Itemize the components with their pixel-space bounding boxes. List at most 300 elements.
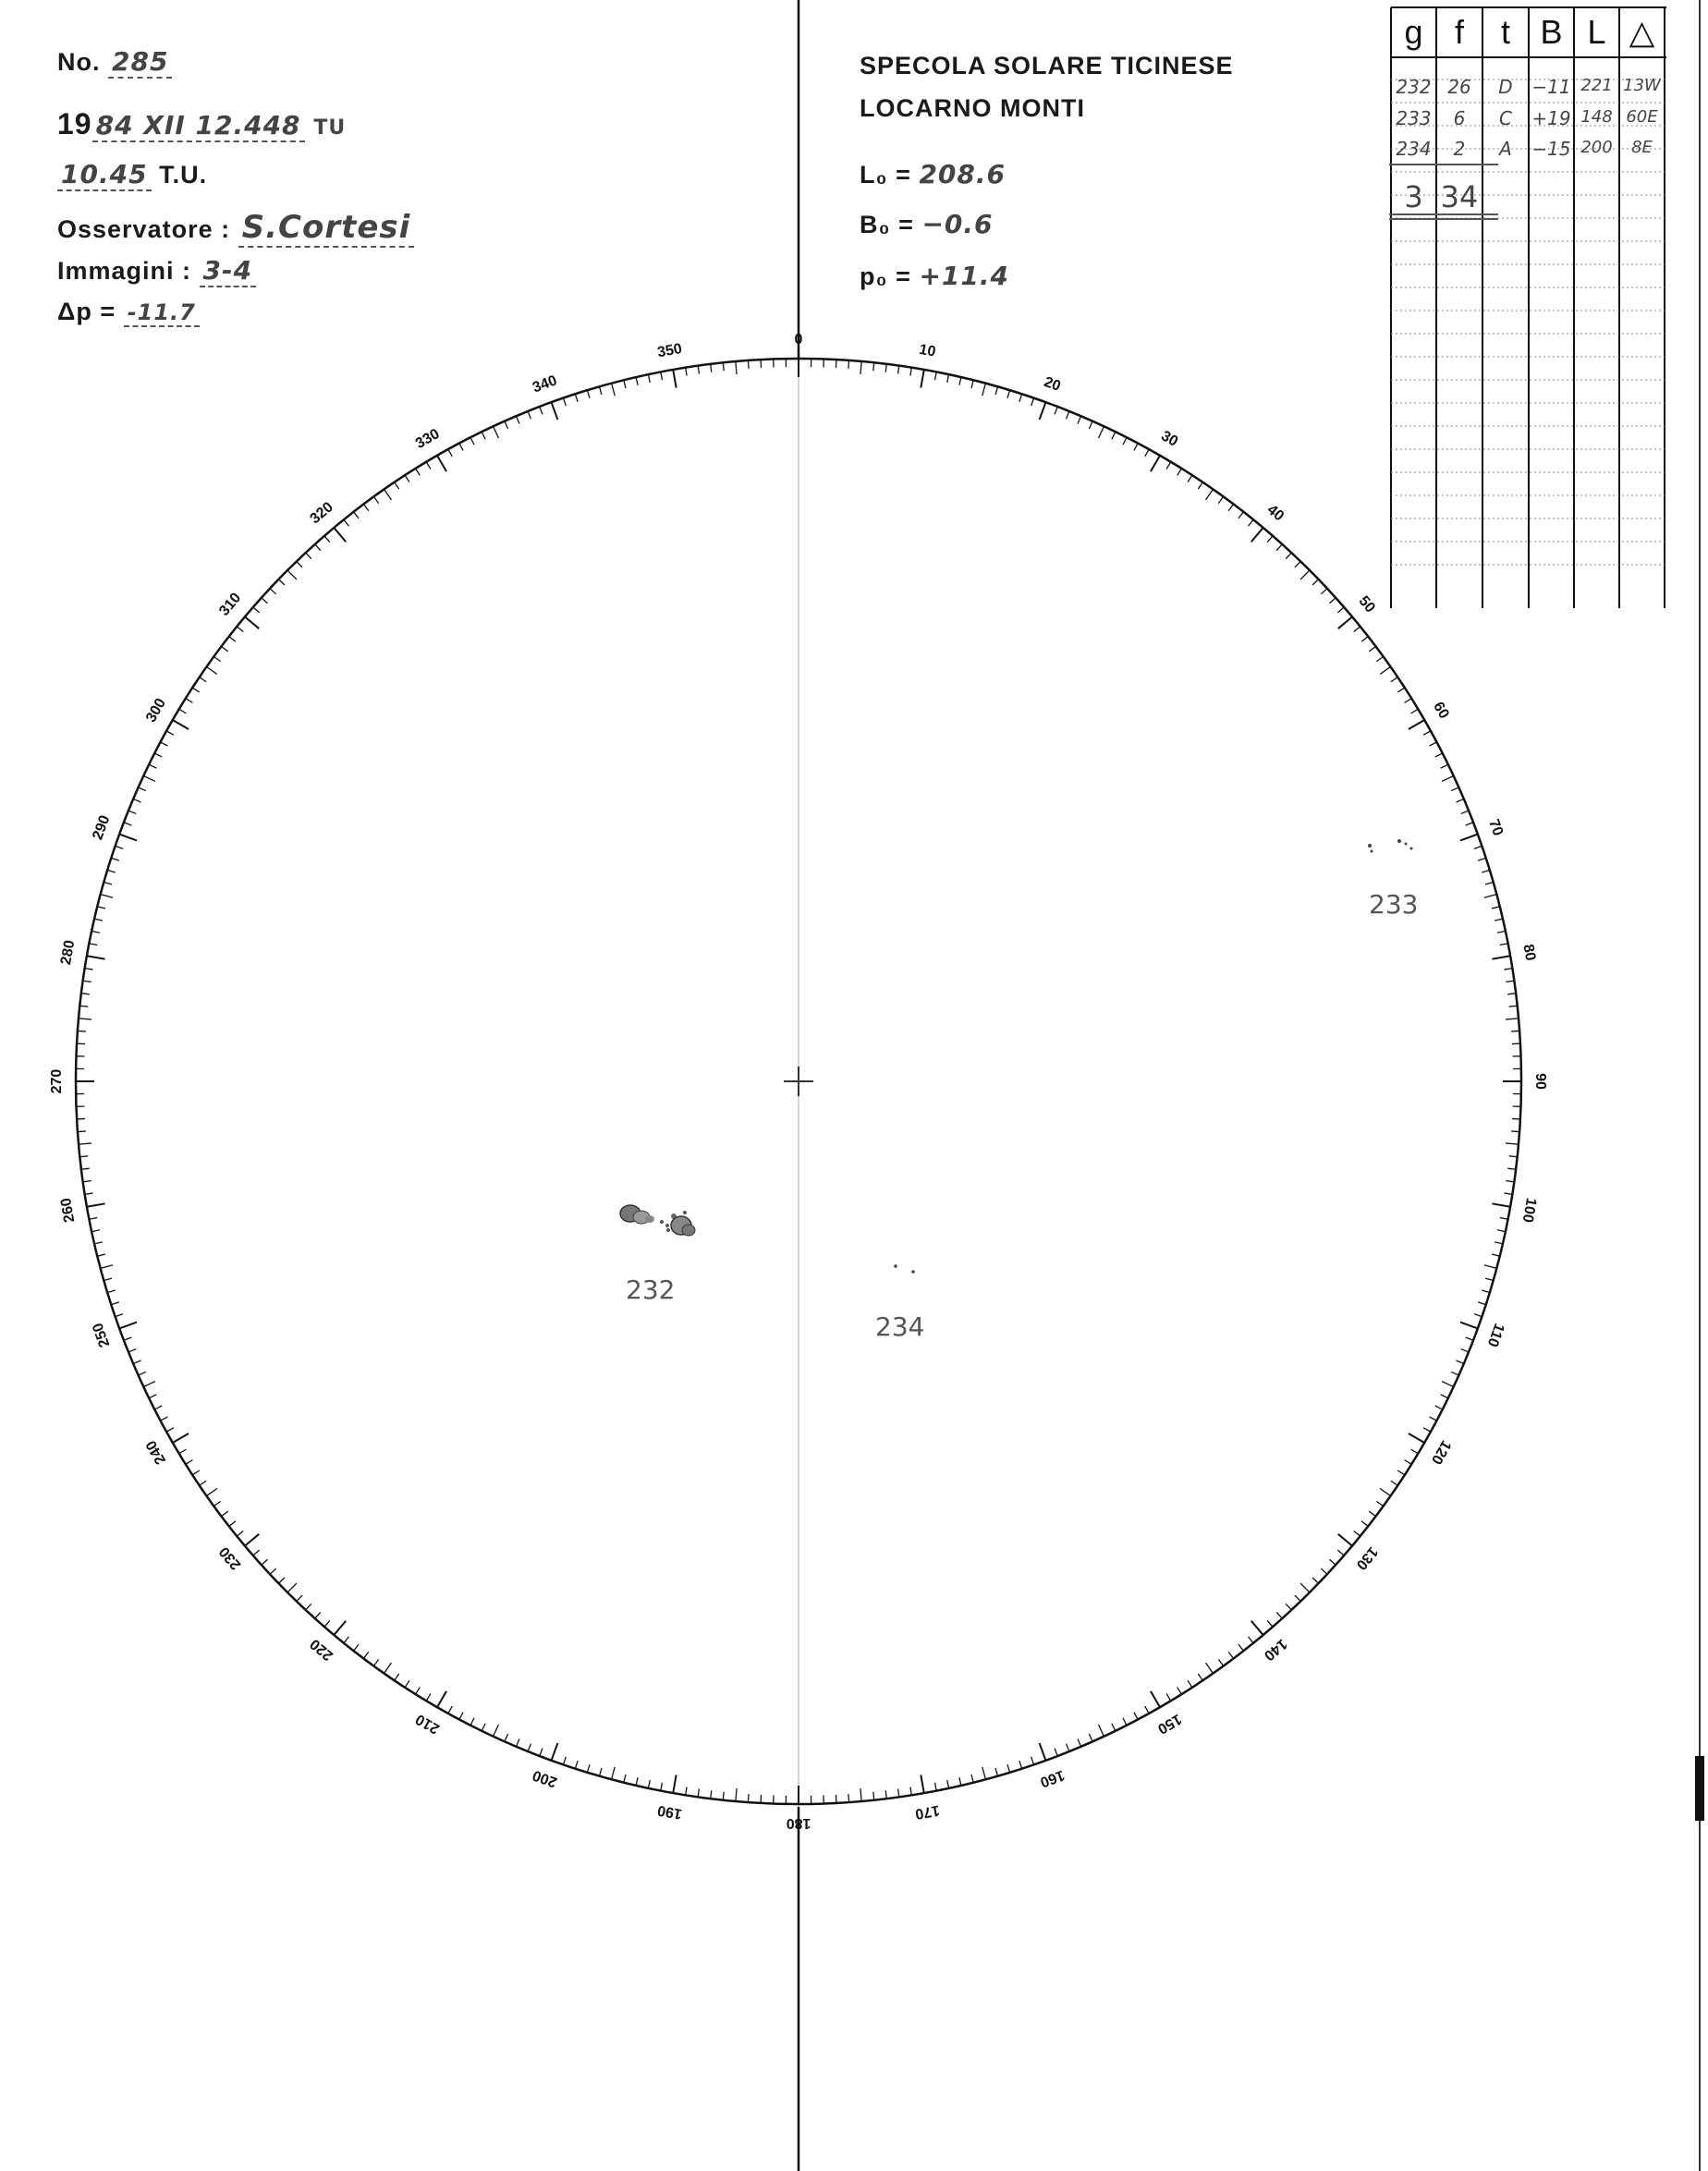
scale-tick — [1430, 742, 1437, 746]
scale-label: 80 — [1519, 943, 1539, 962]
scale-tick — [1067, 1744, 1069, 1751]
scale-tick — [173, 720, 189, 729]
date-value: 84 XII 12.448 — [92, 110, 305, 142]
scale-tick — [494, 426, 499, 438]
scale-tick — [1494, 919, 1503, 921]
scale-label: 40 — [1263, 502, 1287, 525]
scale-tick — [97, 1254, 105, 1256]
scale-tick — [1430, 1417, 1437, 1421]
scale-tick — [1506, 1181, 1514, 1182]
scale-tick — [297, 1595, 302, 1601]
scale-tick — [1409, 1433, 1424, 1443]
sunspot-group-234 — [894, 1264, 915, 1274]
scale-tick — [1484, 1265, 1497, 1269]
scale-tick — [599, 386, 601, 395]
scale-tick — [87, 956, 105, 958]
scale-tick — [860, 361, 861, 374]
scale-tick — [186, 1460, 193, 1465]
scale-label: 20 — [1042, 373, 1063, 395]
scale-label: 60 — [1430, 699, 1452, 722]
scale-tick — [1123, 437, 1127, 445]
scale-tick — [1031, 398, 1034, 407]
scale-tick — [253, 1550, 260, 1555]
scale-tick — [119, 835, 137, 841]
scale-label: 340 — [531, 372, 559, 396]
number-value: 285 — [108, 46, 172, 79]
scale-tick — [1411, 709, 1419, 714]
scale-tick — [1509, 1156, 1518, 1157]
scale-tick — [1218, 496, 1223, 503]
institution-line1: SPECOLA SOLARE TICINESE — [860, 52, 1234, 79]
scale-label: 320 — [307, 499, 336, 528]
scale-tick — [1099, 1725, 1104, 1737]
scale-tick — [87, 1203, 105, 1206]
table-cell: 233 — [1396, 107, 1432, 129]
scale-tick — [873, 1792, 874, 1800]
table-cell: −15 — [1531, 138, 1571, 160]
scale-tick — [229, 637, 236, 642]
scale-tick — [143, 776, 155, 782]
scale-tick — [1188, 475, 1192, 482]
scale-tick — [128, 1349, 136, 1352]
institution-line2: LOCARNO MONTI — [860, 94, 1085, 122]
scale-tick — [885, 364, 886, 372]
scale-tick — [736, 1788, 737, 1801]
scale-tick — [107, 870, 116, 872]
scale-tick — [1089, 1734, 1092, 1741]
scale-label: 250 — [90, 1321, 114, 1349]
scale-tick — [161, 1417, 168, 1421]
scale-tick — [363, 504, 368, 510]
scale-tick — [1423, 1428, 1431, 1432]
table-cell: A — [1499, 138, 1512, 160]
scale-tick — [1295, 1595, 1300, 1601]
scale-tick — [1485, 1278, 1494, 1280]
scale-tick — [287, 570, 297, 579]
scale-tick — [470, 1718, 474, 1726]
scale-tick — [1461, 811, 1469, 813]
date-suffix: TU — [313, 116, 347, 140]
scale-tick — [1286, 1604, 1291, 1610]
scale-tick — [1506, 1018, 1519, 1019]
scale-tick — [1354, 1531, 1360, 1536]
scale-tick — [1198, 482, 1202, 489]
scale-tick — [101, 1265, 114, 1269]
scale-tick — [612, 384, 616, 396]
scale-tick — [898, 1788, 899, 1797]
scale-tick — [1380, 666, 1390, 674]
scale-tick — [107, 1290, 116, 1293]
scale-tick — [947, 1780, 949, 1788]
scale-tick — [563, 1757, 566, 1765]
scale-tick — [459, 1713, 463, 1720]
scale-tick — [1391, 1481, 1397, 1485]
scale-tick — [1276, 544, 1282, 551]
table-cell: 200 — [1580, 138, 1613, 157]
scale-tick — [1166, 462, 1171, 470]
scale-tick — [344, 1637, 349, 1643]
scale-tick — [344, 519, 349, 526]
edge-notch — [1695, 1756, 1704, 1821]
scale-tick — [885, 1790, 886, 1799]
scale-tick — [297, 561, 302, 567]
scale-tick — [1218, 1659, 1223, 1665]
scale-tick — [426, 1694, 431, 1701]
scale-tick — [482, 1724, 485, 1731]
scale-tick — [448, 1706, 452, 1714]
scale-tick — [661, 372, 663, 380]
scale-label: 100 — [1519, 1196, 1539, 1224]
scale-tick — [161, 742, 168, 746]
scale-tick — [363, 1652, 368, 1658]
b0-value: −0.6 — [921, 209, 994, 239]
scale-tick — [1507, 1168, 1516, 1169]
scale-tick — [1007, 390, 1010, 398]
scale-tick — [1484, 895, 1497, 898]
scale-tick — [1492, 1254, 1500, 1256]
scale-tick — [1337, 1550, 1344, 1555]
scale-tick — [723, 362, 724, 371]
scale-tick — [1134, 444, 1138, 451]
scale-label: 170 — [913, 1801, 941, 1822]
scale-tick — [1251, 528, 1263, 542]
scale-tick — [83, 1181, 92, 1182]
scale-tick — [89, 944, 97, 945]
scale-tick — [575, 394, 578, 402]
scale-tick — [648, 1780, 650, 1788]
scale-tick — [624, 1775, 626, 1783]
scale-label: 90 — [1532, 1073, 1548, 1090]
scale-tick — [154, 753, 162, 757]
scale-tick — [78, 1131, 86, 1132]
table-cell: −11 — [1531, 76, 1571, 98]
scale-tick — [85, 1193, 93, 1194]
scale-label: 150 — [1154, 1710, 1185, 1738]
scale-tick — [698, 366, 699, 374]
scale-tick — [934, 1783, 936, 1791]
scale-tick — [315, 544, 321, 551]
p0-value: +11.4 — [919, 261, 1009, 291]
dp-label: Δp = — [57, 298, 116, 325]
scale-tick — [1441, 764, 1448, 768]
scale-tick — [1497, 931, 1506, 933]
scale-label: 300 — [142, 695, 170, 726]
scale-tick — [1329, 1559, 1336, 1565]
scale-tick — [1338, 1534, 1352, 1546]
scale-tick — [143, 1382, 155, 1387]
scale-tick — [1457, 799, 1464, 802]
scale-tick — [1369, 646, 1375, 651]
scale-tick — [1460, 835, 1478, 841]
scale-tick — [229, 1521, 236, 1527]
observer-value: S.Cortesi — [238, 209, 415, 248]
scale-tick — [448, 449, 452, 457]
scale-tick — [104, 1278, 112, 1280]
scale-tick — [1494, 1242, 1503, 1244]
images-label: Immagini : — [57, 257, 192, 285]
scale-tick — [698, 1788, 699, 1797]
scale-tick — [373, 496, 378, 503]
scale-tick — [81, 1168, 90, 1169]
scale-tick — [1312, 579, 1318, 585]
scale-tick — [528, 411, 531, 419]
scale-tick — [1504, 969, 1512, 970]
scale-tick — [262, 1559, 268, 1565]
scale-tick — [149, 1395, 156, 1398]
scale-tick — [104, 882, 112, 884]
scale-tick — [1391, 677, 1397, 682]
table-cell: C — [1499, 107, 1512, 129]
scale-tick — [482, 432, 485, 439]
scale-tick — [910, 368, 911, 376]
scale-tick — [1321, 1568, 1327, 1574]
scale-tick — [324, 536, 330, 543]
scale-tick — [154, 1406, 162, 1409]
scale-tick — [192, 1470, 200, 1475]
scale-tick — [94, 1242, 103, 1244]
scale-label: 220 — [307, 1635, 336, 1664]
scale-tick — [1405, 699, 1412, 703]
scale-tick — [166, 1428, 174, 1432]
scale-tick — [426, 462, 431, 470]
table-header-b: B — [1540, 13, 1563, 51]
scale-tick — [1451, 1372, 1458, 1375]
scale-tick — [405, 475, 409, 482]
scale-tick — [636, 377, 638, 385]
scale-label: 50 — [1355, 592, 1378, 616]
scale-tick — [1482, 870, 1490, 872]
sunspot-group-232 — [620, 1205, 695, 1236]
scale-tick — [1055, 1749, 1057, 1756]
scale-tick — [1112, 1724, 1116, 1731]
scale-tick — [1238, 512, 1244, 518]
scale-label: 240 — [142, 1437, 170, 1468]
scale-tick — [237, 1531, 243, 1536]
scale-tick — [270, 1568, 276, 1574]
scale-tick — [173, 1433, 189, 1443]
scale-tick — [860, 1788, 861, 1801]
scale-tick — [1228, 504, 1233, 510]
scale-tick — [1166, 1694, 1171, 1701]
scale-tick — [736, 361, 737, 374]
scale-label: 230 — [216, 1543, 245, 1573]
scale-label: 280 — [58, 939, 79, 967]
table-header-g: g — [1404, 13, 1423, 51]
table-cell: 148 — [1580, 107, 1613, 127]
scale-label: 350 — [656, 341, 684, 361]
scale-label: 70 — [1485, 817, 1507, 838]
scale-tick — [373, 1659, 378, 1665]
scale-tick — [648, 374, 650, 383]
scale-tick — [89, 1217, 97, 1219]
scale-tick — [405, 1680, 409, 1688]
table-cell: 221 — [1580, 76, 1613, 95]
scale-tick — [1466, 823, 1473, 825]
scale-tick — [1089, 421, 1092, 429]
scale-tick — [245, 1534, 259, 1546]
scale-tick — [1031, 1757, 1034, 1765]
scale-tick — [711, 1790, 712, 1799]
scale-tick — [192, 688, 200, 692]
scale-tick — [245, 616, 259, 628]
scale-tick — [748, 360, 749, 369]
scale-tick — [848, 1794, 849, 1802]
scale-tick — [1361, 637, 1368, 642]
observer-label: Osservatore : — [57, 215, 231, 243]
scale-tick — [97, 907, 105, 909]
scale-tick — [1442, 776, 1454, 782]
scale-tick — [612, 1767, 616, 1780]
scale-tick — [1067, 411, 1069, 419]
scale-tick — [133, 1360, 140, 1364]
table-header-delta: △ — [1629, 13, 1655, 51]
scale-tick — [686, 1787, 687, 1795]
scale-tick — [315, 1612, 321, 1618]
scale-tick — [116, 846, 124, 848]
b0-label: B₀ = — [860, 211, 914, 238]
scale-tick — [934, 372, 936, 380]
scale-tick — [1397, 1470, 1405, 1475]
scale-tick — [1411, 1449, 1419, 1454]
scale-label: 110 — [1483, 1321, 1507, 1349]
scale-tick — [470, 437, 474, 445]
scale-tick — [673, 1775, 676, 1793]
scale-tick — [848, 360, 849, 369]
scale-tick — [1492, 907, 1500, 909]
l0-value: 208.6 — [919, 159, 1006, 189]
scale-tick — [1478, 1302, 1486, 1305]
scale-tick — [395, 1674, 399, 1680]
group-label-233: 233 — [1369, 889, 1419, 920]
scale-tick — [200, 677, 206, 682]
scale-tick — [124, 823, 131, 825]
scale-tick — [287, 1583, 297, 1592]
scale-tick — [1338, 616, 1352, 628]
scale-tick — [437, 1691, 446, 1707]
scale-tick — [1423, 731, 1431, 735]
scale-tick — [1198, 1674, 1202, 1680]
scale-tick — [186, 699, 193, 703]
scale-tick — [1040, 1743, 1046, 1761]
scale-tick — [92, 931, 100, 933]
scale-tick — [1435, 1406, 1443, 1409]
scale-tick — [636, 1777, 638, 1786]
scale-tick — [334, 1621, 346, 1635]
dp-value: -11.7 — [124, 299, 200, 327]
table-cell: +19 — [1531, 107, 1571, 129]
scale-tick — [1369, 1511, 1375, 1516]
scale-tick — [1435, 753, 1443, 757]
scale-tick — [494, 1725, 499, 1737]
scale-tick — [124, 1337, 131, 1340]
scale-tick — [116, 1314, 124, 1317]
scale-tick — [270, 589, 276, 594]
scale-tick — [1251, 1621, 1263, 1635]
scale-tick — [1405, 1460, 1412, 1465]
scale-tick — [1276, 1612, 1282, 1618]
scale-tick — [1329, 598, 1336, 604]
scale-label: 130 — [1352, 1543, 1381, 1573]
scale-tick — [1451, 787, 1458, 791]
sunspot-group-233 — [1368, 839, 1413, 853]
scale-tick — [111, 1302, 119, 1305]
scale-tick — [528, 1744, 531, 1751]
scale-tick — [1151, 1691, 1160, 1707]
scale-tick — [1506, 1143, 1519, 1144]
scale-tick — [1478, 858, 1486, 860]
scale-tick — [1511, 1131, 1519, 1132]
scale-tick — [982, 384, 986, 396]
scale-tick — [214, 656, 220, 661]
group-label-232: 232 — [626, 1275, 676, 1305]
scale-tick — [1376, 1501, 1383, 1506]
scale-tick — [384, 489, 391, 499]
scale-tick — [1267, 536, 1273, 543]
scale-tick — [540, 407, 543, 414]
scale-tick — [1228, 1652, 1233, 1658]
scale-tick — [354, 1644, 360, 1651]
scale-tick — [686, 368, 687, 376]
scale-tick — [1461, 1349, 1469, 1352]
scale-tick — [540, 1749, 543, 1756]
scale-tick — [1286, 553, 1291, 559]
scale-tick — [395, 482, 399, 489]
scale-tick — [278, 1578, 284, 1583]
scale-tick — [1500, 1217, 1508, 1219]
scale-tick — [1145, 449, 1149, 457]
scale-tick — [1019, 1761, 1022, 1769]
scale-tick — [1497, 1230, 1506, 1232]
scale-tick — [1474, 1314, 1482, 1317]
scale-tick — [1361, 1521, 1368, 1527]
scale-tick — [119, 1323, 137, 1329]
scale-label: 160 — [1038, 1766, 1067, 1790]
table-cell: 26 — [1447, 76, 1471, 98]
scale-tick — [1457, 1360, 1464, 1364]
table-cell: 8E — [1631, 138, 1653, 157]
scale-tick — [92, 1230, 100, 1232]
table-cell: 13W — [1623, 76, 1661, 95]
scale-tick — [128, 811, 136, 813]
scale-label: 330 — [412, 425, 443, 453]
scale-tick — [995, 386, 997, 395]
table-cell: 2 — [1453, 138, 1466, 160]
scale-tick — [101, 895, 114, 898]
scale-tick — [1206, 1663, 1214, 1673]
scale-tick — [748, 1794, 749, 1802]
scale-tick — [947, 374, 949, 383]
scale-tick — [995, 1768, 997, 1776]
scale-label: 270 — [49, 1068, 65, 1094]
scale-label: 180 — [786, 1815, 811, 1831]
table-cell: 234 — [1396, 138, 1432, 160]
year-prefix: 19 — [57, 107, 92, 140]
scale-tick — [1482, 1290, 1490, 1293]
scale-tick — [1177, 469, 1182, 476]
scale-tick — [306, 553, 311, 559]
scale-tick — [83, 981, 92, 982]
scale-label: 10 — [918, 341, 937, 360]
scale-tick — [1504, 1193, 1512, 1194]
scale-tick — [1078, 416, 1081, 423]
scale-tick — [599, 1768, 601, 1776]
scale-label: 190 — [656, 1801, 684, 1822]
scale-tick — [1492, 1203, 1510, 1206]
scale-tick — [221, 1511, 227, 1516]
table-cell: D — [1498, 76, 1513, 98]
table-header-t: t — [1500, 13, 1510, 51]
scale-tick — [1460, 1323, 1478, 1329]
